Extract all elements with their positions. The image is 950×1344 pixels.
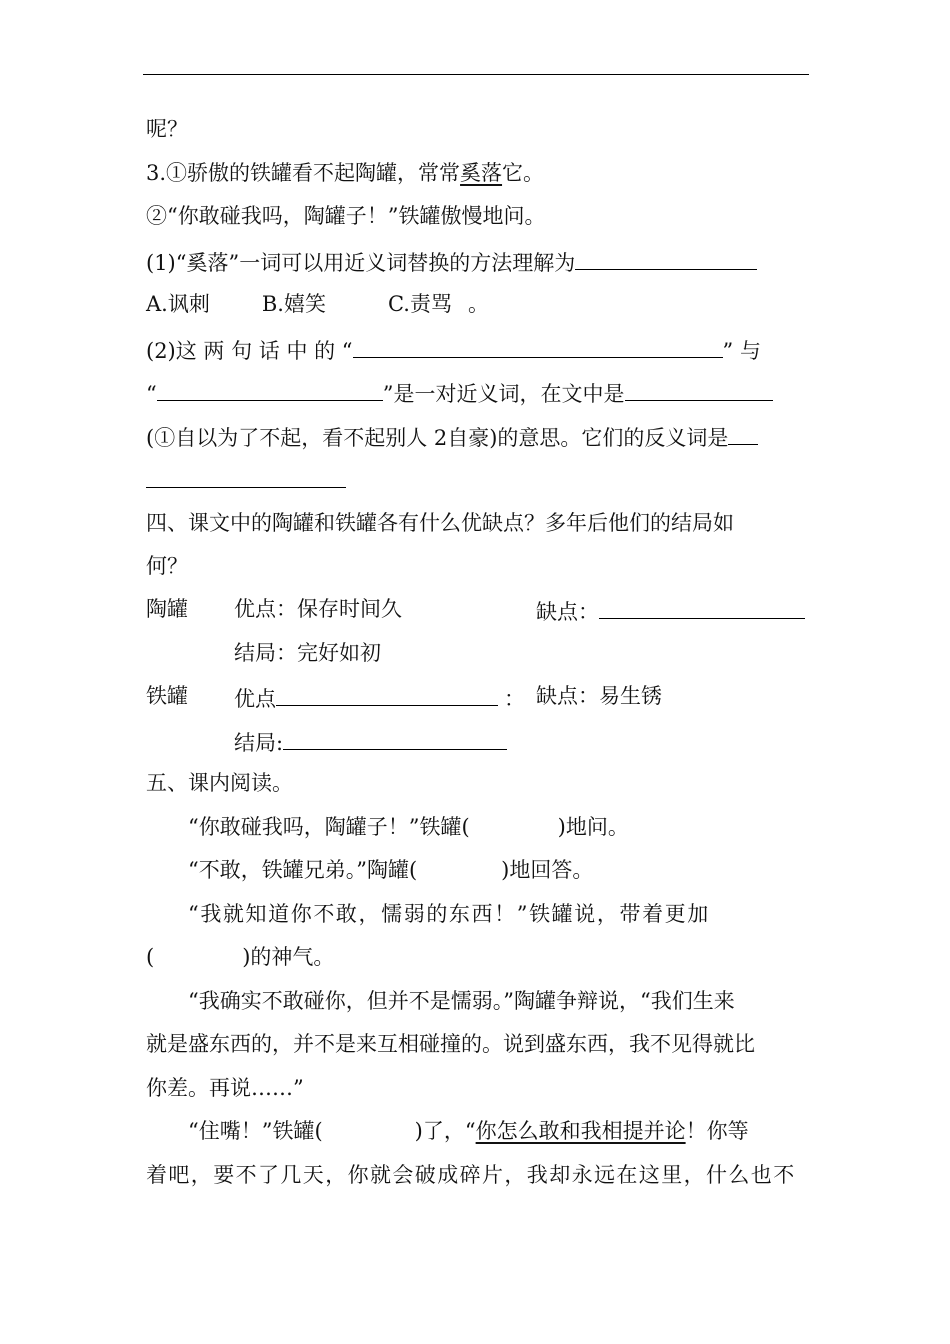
tie-ending <box>234 727 507 756</box>
tao-ending: 结局：完好如初 <box>234 641 381 665</box>
passage-line <box>146 1162 796 1188</box>
question-3-sentence-1 <box>146 160 544 186</box>
line-text: ！你等 <box>685 1119 749 1143</box>
question-5 <box>146 770 293 796</box>
answer-blank[interactable] <box>599 596 805 619</box>
passage-line <box>188 988 735 1014</box>
line-text: ”是一对近义词，在文中是 <box>382 382 625 406</box>
line-text: 就是盛东西的，并不是来互相碰撞的。说到盛东西，我不见得就比 <box>146 1032 755 1056</box>
line-text: 五、课内阅读。 <box>146 771 293 795</box>
question-4-cont <box>146 553 188 579</box>
line-text: “不敢，铁罐兄弟。”陶罐( <box>188 858 418 882</box>
line-text: )了，“ <box>414 1119 476 1143</box>
question-3-part-1 <box>146 247 757 276</box>
line-text: 呢？ <box>146 117 188 141</box>
line-text: )地问。 <box>557 815 629 839</box>
tao-advantage: 优点：保存时间久 <box>234 597 402 621</box>
answer-blank[interactable] <box>146 465 346 488</box>
question-3-part-2 <box>146 335 761 364</box>
line-text: ： <box>504 687 525 711</box>
line-text: “你敢碰我吗，陶罐子！”铁罐( <box>188 815 470 839</box>
line-text: (2)这 两 句 话 中 的 “ <box>146 339 353 363</box>
line-text: (1)“奚落”一词可以用近义词替换的方法理解为 <box>146 251 576 275</box>
line-text: “我确实不敢碰你，但并不是懦弱。”陶罐争辩说，“我们生来 <box>188 989 735 1013</box>
line-text: 何？ <box>146 554 188 578</box>
line-text: 3.①骄傲的铁罐看不起陶罐，常常 <box>146 161 461 185</box>
option-c: C.责骂 <box>387 292 452 316</box>
line-text: )地回答。 <box>501 858 594 882</box>
passage-line <box>188 901 710 927</box>
line-text: “ <box>146 382 157 406</box>
question-3-part-2-cont <box>146 378 773 407</box>
line-text: 。 <box>467 292 489 316</box>
answer-blank[interactable] <box>276 683 498 706</box>
passage-line <box>146 944 334 970</box>
answer-blank[interactable] <box>728 422 758 445</box>
line-text: “我就知道你不敢，懦弱的东西！”铁罐说，带着更加 <box>188 902 710 926</box>
line-text: 优点 <box>234 687 276 711</box>
line-text: ( <box>146 945 155 969</box>
passage-line <box>188 857 593 883</box>
tie-label: 铁罐 <box>146 684 188 708</box>
answer-blank[interactable] <box>157 378 383 401</box>
line-text: )的神气。 <box>242 945 335 969</box>
answer-blank[interactable] <box>283 727 507 750</box>
answer-blank[interactable] <box>575 247 757 270</box>
tie-disadvantage: 缺点：易生锈 <box>536 684 662 708</box>
line-text: (①自以为了不起，看不起别人 2自豪)的意思。它们的反义词是 <box>146 426 729 450</box>
header-rule <box>143 74 809 75</box>
line-text: “住嘴！”铁罐( <box>188 1119 323 1143</box>
line-text: 你差。再说……” <box>146 1076 304 1100</box>
question-3-sentence-2 <box>146 203 545 229</box>
underlined-sentence: 你怎么敢和我相提并论 <box>475 1119 686 1143</box>
passage-line <box>188 814 629 840</box>
answer-blank[interactable] <box>353 335 723 358</box>
underlined-word: 奚落 <box>460 161 503 185</box>
line-text: 四、课文中的陶罐和铁罐各有什么优缺点？多年后他们的结局如 <box>146 511 734 535</box>
question-4 <box>146 510 734 536</box>
tao-disadvantage <box>536 596 805 625</box>
line-text: 它。 <box>502 161 545 185</box>
line-text: ②“你敢碰我吗，陶罐子！”铁罐傲慢地问。 <box>146 204 546 228</box>
options-line <box>146 291 489 317</box>
line-text: 缺点： <box>536 600 599 624</box>
passage-line <box>188 1118 749 1144</box>
text-line <box>146 116 188 142</box>
tie-advantage <box>234 683 525 712</box>
option-a: A.讽刺 <box>146 292 210 316</box>
answer-blank-line[interactable] <box>146 465 346 494</box>
option-b: B.嬉笑 <box>261 292 326 316</box>
passage-line <box>146 1075 304 1101</box>
tao-label: 陶罐 <box>146 597 188 621</box>
question-3-part-2-cont2 <box>146 422 758 451</box>
line-text: 结局: <box>234 731 284 755</box>
line-text: 着吧，要不了几天，你就会破成碎片，我却永远在这里，什么也不 <box>146 1163 796 1187</box>
line-text: ” 与 <box>722 339 761 363</box>
answer-blank[interactable] <box>625 378 773 401</box>
passage-line <box>146 1031 755 1057</box>
